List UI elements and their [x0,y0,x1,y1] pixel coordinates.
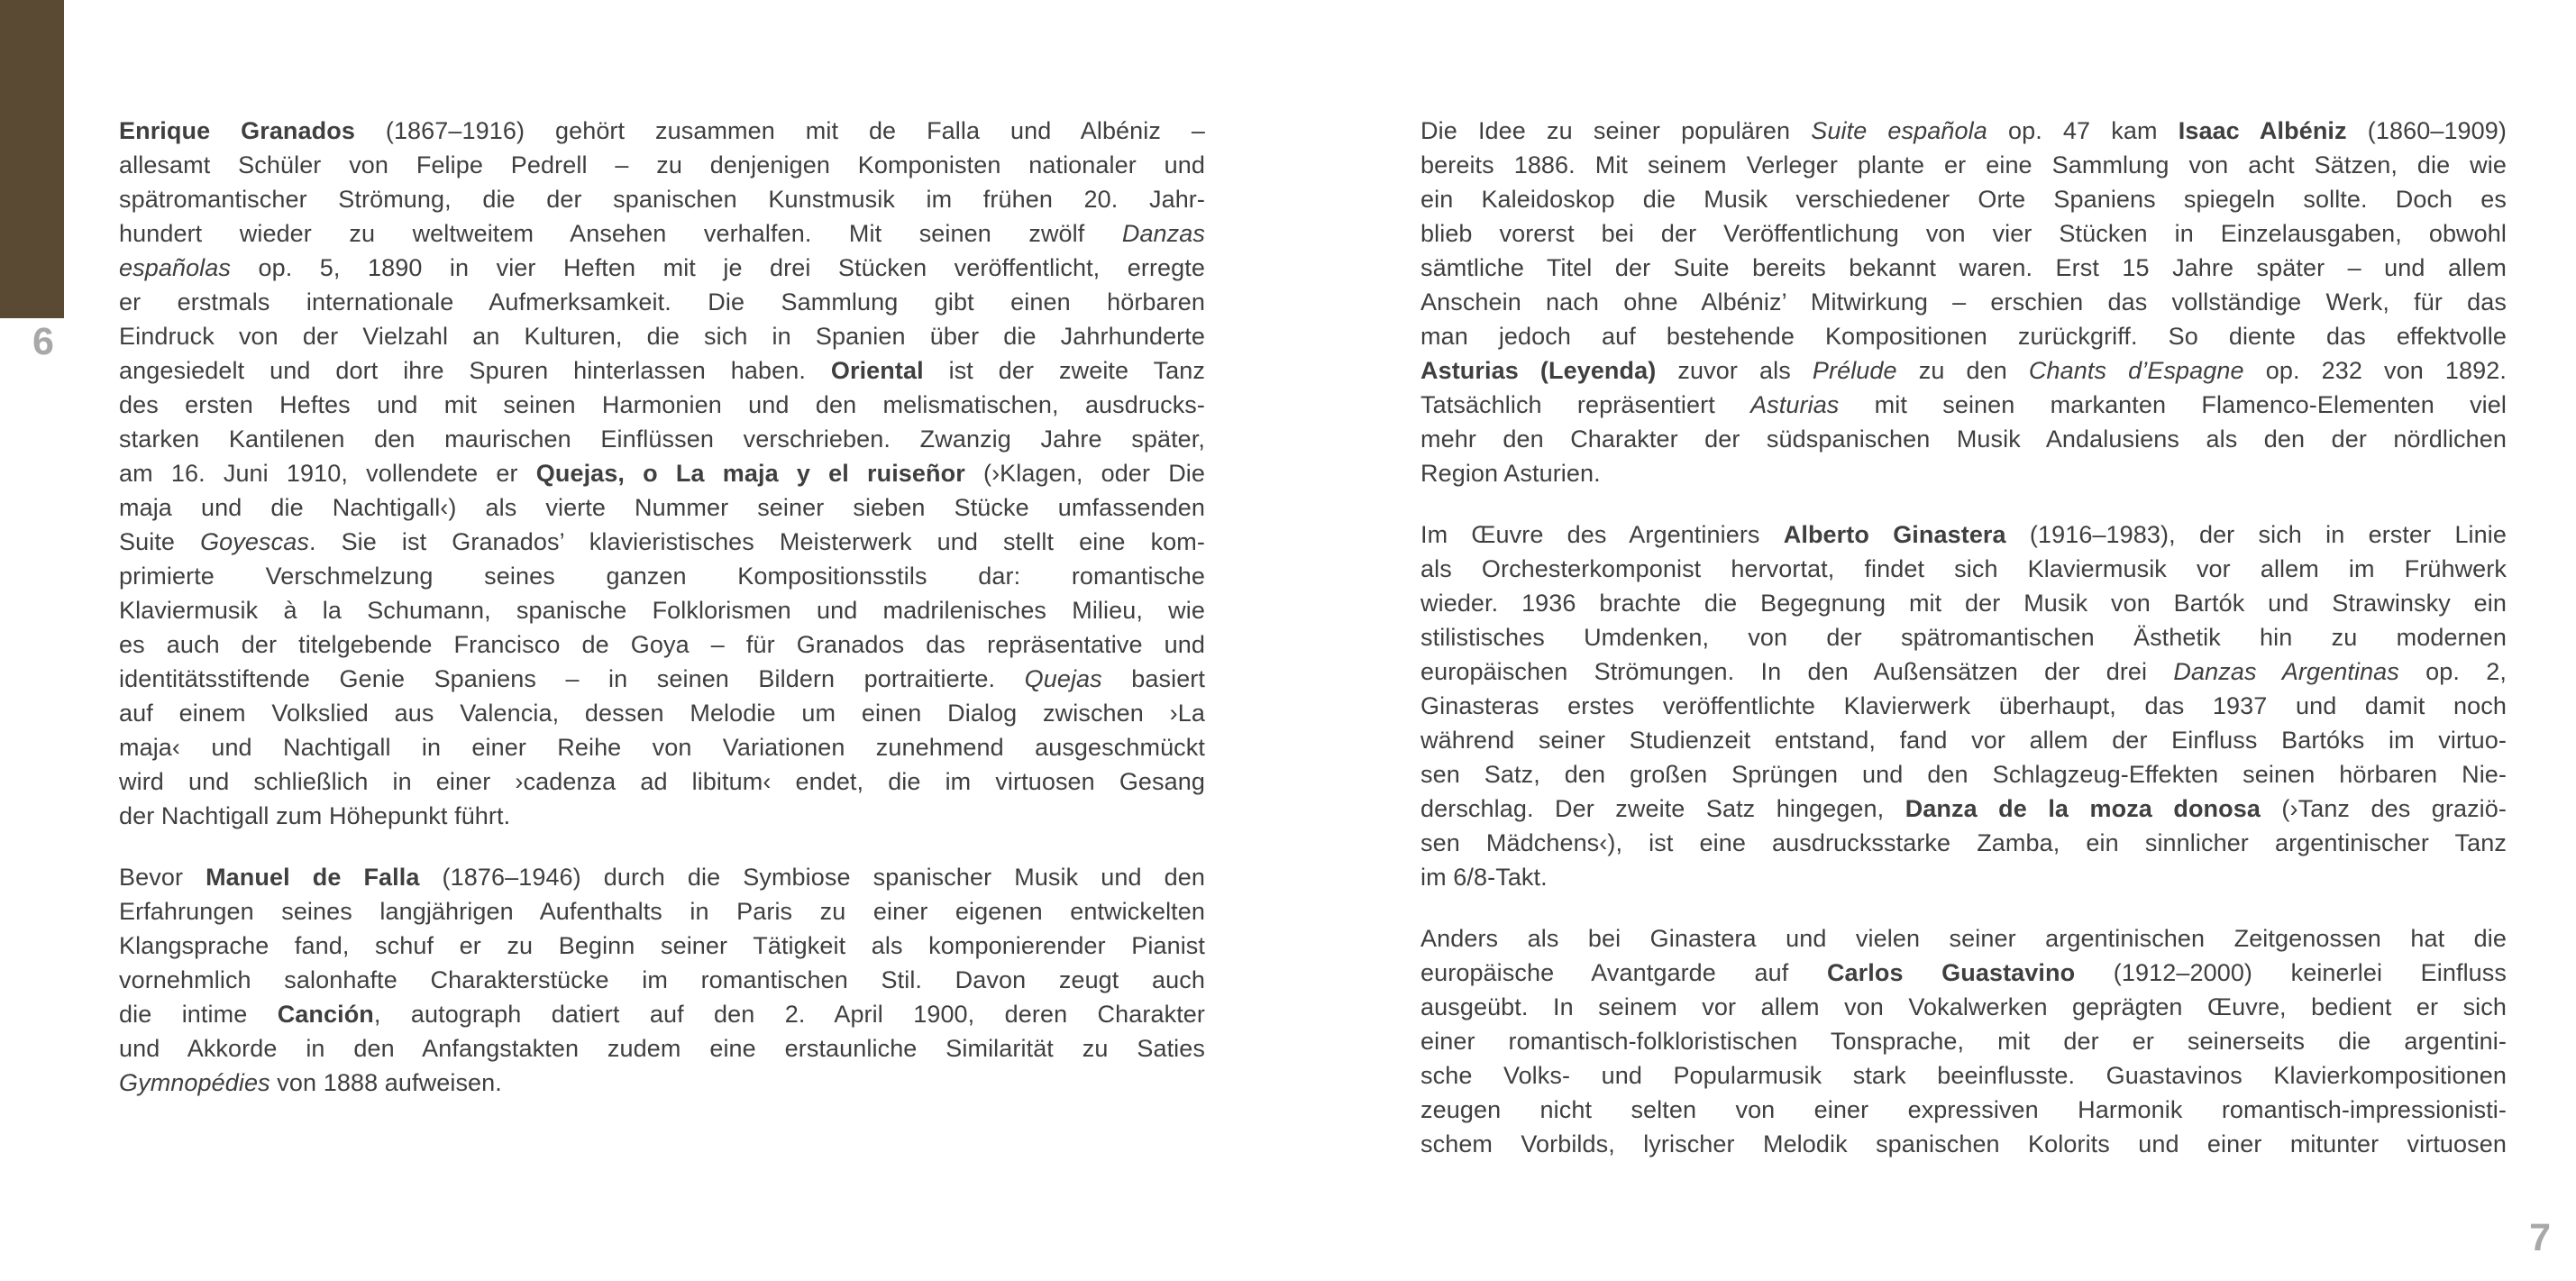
text-run: basiert [1101,665,1205,692]
text-run: mit seinen markanten Flamenco-Elementen viel [1839,391,2507,418]
text-line [1420,517,2507,552]
text-line [1420,654,2507,689]
text-run: , autograph datiert auf den 2. April 1900, deren Charakter [373,1001,1205,1028]
text-line [119,929,1205,963]
text-run: wieder. 1936 brachte die Begegnung mit der Musik von Bartók und Strawinsky ein [1420,590,2507,617]
paragraph [1420,114,2507,490]
text-run: (1876–1946) durch die Symbiose spanischer Musik und den [419,864,1205,891]
text-run: des ersten Heftes und mit seinen Harmonien und den melismatischen, ausdrucks- [119,391,1205,418]
text-run: Bevor [119,864,206,891]
text-line [119,799,1205,833]
paragraph [119,114,1205,833]
text-column-right [1420,114,2507,1161]
text-line [119,860,1205,894]
text-run: Danza de la moza donosa [1905,795,2261,822]
text-line [119,216,1205,251]
paragraph [1420,921,2507,1161]
text-run: Region Asturien. [1420,460,1601,487]
text-line [1420,757,2507,791]
text-line [119,422,1205,456]
text-line [119,662,1205,696]
text-line [119,593,1205,627]
text-line [1420,620,2507,654]
page-number-left: 6 [32,320,54,363]
text-run: zeugen nicht selten von einer expressiven Harmonik romantisch-impressionisti- [1420,1096,2507,1123]
text-run: der Nachtigall zum Höhepunkt führt. [119,802,511,829]
text-run: Anschein nach ohne Albéniz’ Mitwirkung – erschien das vollständige Werk, für das [1420,288,2507,316]
text-run: Anders als bei Ginastera und vielen seiner argentinischen Zeitgenossen hat die [1420,925,2507,952]
text-run: ein Kaleidoskop die Musik verschiedener Orte Spaniens spiegeln sollte. Doch es [1420,186,2507,213]
text-run: Tatsächlich repräsentiert [1420,391,1751,418]
text-run: Ginasteras erstes veröffentlichte Klavierwerk überhaupt, das 1937 und damit noch [1420,692,2507,719]
text-line [119,388,1205,422]
text-run: (1860–1909) [2346,117,2507,144]
text-run: (1912–2000) keinerlei Einfluss [2075,959,2507,986]
text-run: ausgeübt. In seinem vor allem von Vokalwerken geprägten Œuvre, bedient er sich [1420,993,2507,1020]
text-run: als Orchesterkomponist hervortat, findet sich Klaviermusik vor allem im Frühwerk [1420,555,2507,582]
text-run: españolas [119,254,231,281]
text-line [1420,1058,2507,1093]
text-run: op. 47 kam [1987,117,2179,144]
text-run: spätromantischer Strömung, die der spanischen Kunstmusik im frühen 20. Jahr- [119,186,1205,213]
text-run: Goyescas [200,528,309,555]
text-run: sche Volks- und Popularmusik stark beeinflusste. Guastavinos Klavierkompositionen [1420,1062,2507,1089]
text-run: Im Œuvre des Argentiniers [1420,521,1784,548]
text-line [1420,422,2507,456]
text-line [1420,353,2507,388]
text-line [1420,1093,2507,1127]
text-run: und Akkorde in den Anfangstakten zudem eine erstaunliche Similarität zu Saties [119,1035,1205,1062]
text-line [1420,216,2507,251]
text-line [1420,921,2507,956]
text-line [1420,723,2507,757]
text-line [1420,791,2507,826]
text-run: Klangsprache fand, schuf er zu Beginn seiner Tätigkeit als komponierender Pianist [119,932,1205,959]
text-line [119,997,1205,1031]
text-run: Oriental [830,357,924,384]
text-run: blieb vorerst bei der Veröffentlichung von vier Stücken in Einzelausgaben, obwohl [1420,220,2507,247]
text-line [119,1031,1205,1066]
text-line [1420,826,2507,860]
text-run: Enrique Granados [119,117,355,144]
text-run: hundert wieder zu weltweitem Ansehen verhalfen. Mit seinen zwölf [119,220,1122,247]
text-run: allesamt Schüler von Felipe Pedrell – zu denjenigen Komponisten nationaler und [119,151,1205,178]
text-run: auf einem Volkslied aus Valencia, dessen Melodie um einen Dialog zwischen ›La [119,700,1205,727]
text-line [119,963,1205,997]
text-run: . Sie ist Granados’ klavieristisches Meisterwerk und stellt eine kom- [308,528,1205,555]
text-line [1420,148,2507,182]
text-line [1420,860,2507,894]
paragraph [119,860,1205,1100]
page-number-right: 7 [2529,1216,2551,1259]
text-run: Asturias (Leyenda) [1420,357,1657,384]
text-run: (1916–1983), der sich in erster Linie [2005,521,2507,548]
text-line [1420,388,2507,422]
text-line [119,730,1205,764]
text-line [1420,182,2507,216]
page-right [1288,0,2576,1281]
text-run: Danzas Argentinas [2173,658,2399,685]
text-run: Erfahrungen seines langjährigen Aufenthalts in Paris zu einer eigenen entwickelten [119,898,1205,925]
text-line [119,627,1205,662]
text-run: europäische Avantgarde auf [1420,959,1827,986]
text-run: maja und die Nachtigall‹) als vierte Nummer seiner sieben Stücke umfassenden [119,494,1205,521]
text-run: Isaac Albéniz [2178,117,2347,144]
text-run: er erstmals internationale Aufmerksamkeit. Die Sammlung gibt einen hörbaren [119,288,1205,316]
text-run: Gymnopédies [119,1069,270,1096]
text-line [1420,552,2507,586]
text-run: op. 5, 1890 in vier Heften mit je drei Stücken veröffentlicht, erregte [231,254,1205,281]
text-run: Alberto Ginastera [1783,521,2006,548]
text-line [119,456,1205,490]
text-run: Suite española [1811,117,1987,144]
text-run: Canción [277,1001,374,1028]
text-line [1420,319,2507,353]
text-run: bereits 1886. Mit seinem Verleger plante er eine Sammlung von acht Sätzen, die wie [1420,151,2507,178]
text-run: maja‹ und Nachtigall in einer Reihe von Variationen zunehmend ausgeschmückt [119,734,1205,761]
text-line [119,764,1205,799]
text-run: Chants d’Espagne [2028,357,2244,384]
text-run: europäischen Strömungen. In den Außensätzen der drei [1420,658,2174,685]
text-line [119,251,1205,285]
text-run: sämtliche Titel der Suite bereits bekannt waren. Erst 15 Jahre später – und allem [1420,254,2507,281]
text-run: Die Idee zu seiner populären [1420,117,1812,144]
text-line [1420,114,2507,148]
text-line [1420,251,2507,285]
text-line [1420,956,2507,990]
text-run: zuvor als [1656,357,1813,384]
text-run: op. 2, [2398,658,2507,685]
text-line [119,1066,1205,1100]
text-run: Manuel de Falla [206,864,420,891]
text-run: stilistisches Umdenken, von der spätromantischen Ästhetik hin zu modernen [1420,624,2507,651]
text-line [119,894,1205,929]
text-run: Danzas [1121,220,1205,247]
text-line [1420,456,2507,490]
text-run: schem Vorbilds, lyrischer Melodik spanischen Kolorits und einer mitunter virtuosen [1420,1130,2507,1157]
text-run: Prélude [1812,357,1897,384]
text-run: zu den [1896,357,2029,384]
text-line [1420,990,2507,1024]
accent-bar [0,0,64,318]
text-run: (1867–1916) gehört zusammen mit de Falla und Albéniz – [354,117,1206,144]
text-run: Asturias [1750,391,1840,418]
text-run: Eindruck von der Vielzahl an Kulturen, die sich in Spanien über die Jahrhunderte [119,323,1205,350]
text-run: derschlag. Der zweite Satz hingegen, [1420,795,1905,822]
text-run: einer romantisch-folkloristischen Tonsprache, mit der er seinerseits die argentini- [1420,1028,2507,1055]
text-run: (›Klagen, oder Die [964,460,1206,487]
text-run: identitätsstiftende Genie Spaniens – in seinen Bildern portraitierte. [119,665,1025,692]
text-line [119,525,1205,559]
text-line [1420,586,2507,620]
text-run: von 1888 aufweisen. [269,1069,502,1096]
text-run: wird und schließlich in einer ›cadenza ad libitum‹ endet, die im virtuosen Gesang [119,768,1205,795]
text-run: vornehmlich salonhafte Charakterstücke im romantischen Stil. Davon zeugt auch [119,966,1205,993]
text-line [119,114,1205,148]
text-line [119,182,1205,216]
text-run: Suite [119,528,201,555]
text-run: angesiedelt und dort ihre Spuren hinterlassen haben. [119,357,831,384]
text-line [1420,689,2507,723]
text-run: ist der zweite Tanz [923,357,1205,384]
text-run: Quejas, o La maja y el ruiseñor [535,460,965,487]
text-run: sen Satz, den großen Sprüngen und den Schlagzeug-Effekten seinen hörbaren Nie- [1420,761,2507,788]
text-line [119,319,1205,353]
text-run: am 16. Juni 1910, vollendete er [119,460,536,487]
text-line [1420,1127,2507,1161]
text-line [119,285,1205,319]
text-column-left [119,114,1205,1100]
paragraph [1420,517,2507,894]
text-run: starken Kantilenen den maurischen Einflüssen verschrieben. Zwanzig Jahre später, [119,425,1205,453]
text-run: Carlos Guastavino [1826,959,2076,986]
text-line [119,353,1205,388]
text-run: op. 232 von 1892. [2243,357,2507,384]
text-line [119,148,1205,182]
text-run: mehr den Charakter der südspanischen Musik Andalusiens als den der nördlichen [1420,425,2507,453]
text-line [119,559,1205,593]
text-run: primierte Verschmelzung seines ganzen Kompositionsstils dar: romantische [119,563,1205,590]
text-run: im 6/8-Takt. [1420,864,1548,891]
text-run: (›Tanz des graziö- [2260,795,2507,822]
text-run: man jedoch auf bestehende Kompositionen zurückgriff. So diente das effektvolle [1420,323,2507,350]
text-line [1420,285,2507,319]
text-run: während seiner Studienzeit entstand, fand vor allem der Einfluss Bartóks im virtuo- [1420,727,2507,754]
text-run: Klaviermusik à la Schumann, spanische Folklorismen und madrilenisches Milieu, wie [119,597,1205,624]
text-line [119,490,1205,525]
text-line [1420,1024,2507,1058]
text-line [119,696,1205,730]
text-run: die intime [119,1001,278,1028]
text-run: sen Mädchens‹), ist eine ausdrucksstarke Zamba, ein sinnlicher argentinischer Tanz [1420,829,2507,856]
text-run: Quejas [1024,665,1102,692]
text-run: es auch der titelgebende Francisco de Goya – für Granados das repräsentative und [119,631,1205,658]
